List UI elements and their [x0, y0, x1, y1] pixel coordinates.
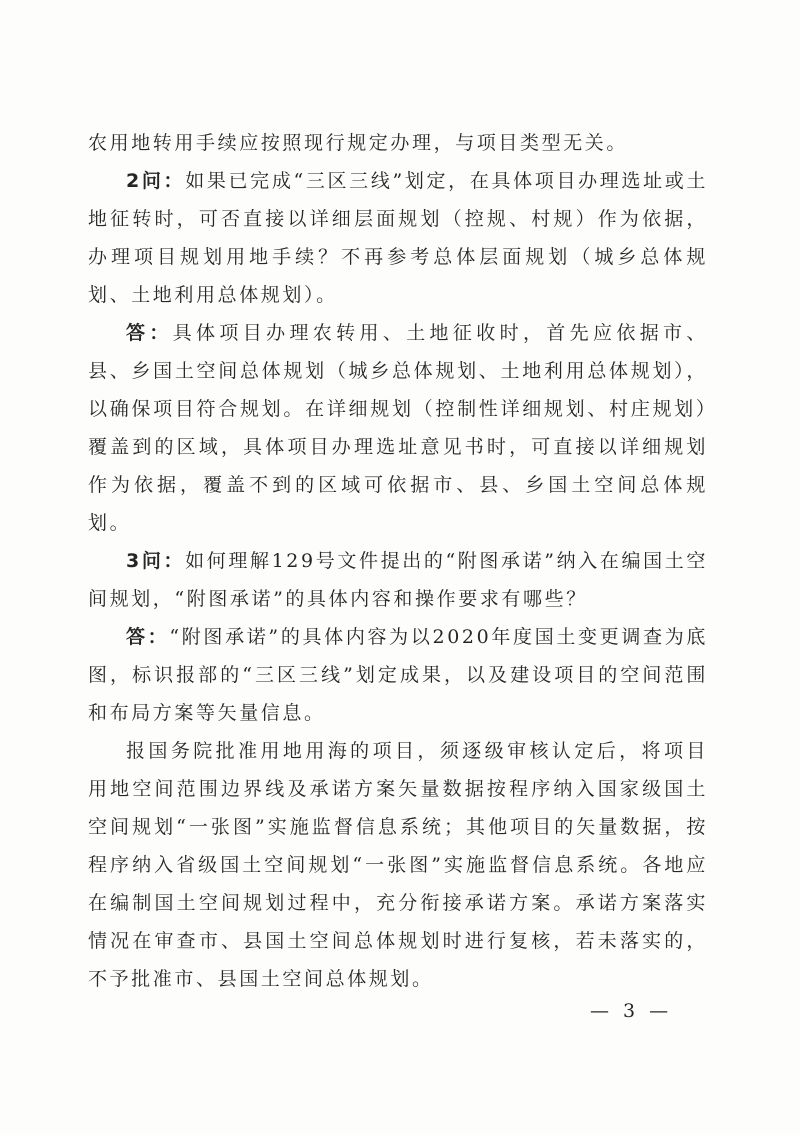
question-2-label: 2问：	[126, 170, 186, 192]
answer-2	[88, 314, 708, 542]
question-3-label: 3问：	[126, 550, 186, 572]
answer-3-label: 答：	[126, 626, 170, 648]
question-3	[88, 542, 708, 618]
question-2-text: 如果已完成“三区三线”划定，在具体项目办理选址或土地征转时，可否直接以详细层面规划（控规、村规）作为依据，办理项目规划用地手续？不再参考总体层面规划（城乡总体规划、土地利用总体规划）。	[88, 170, 708, 306]
answer-3	[88, 618, 708, 732]
paragraph-1-text: 农用地转用手续应按照现行规定办理，与项目类型无关。	[88, 132, 629, 154]
answer-2-text: 具体项目办理农转用、土地征收时，首先应依据市、县、乡国土空间总体规划（城乡总体规划、土地利用总体规划），以确保项目符合规划。在详细规划（控制性详细规划、村庄规划）覆盖到的区域，具体项目办理选址意见书时，可直接以详细规划作为依据，覆盖不到的区域可依据市、县、乡国土空间总体规划。	[88, 322, 708, 534]
answer-3-continued	[88, 732, 708, 998]
answer-2-label: 答：	[126, 322, 173, 344]
paragraph-1	[88, 124, 708, 162]
page-number: — 3 —	[590, 1000, 673, 1022]
document-body	[88, 124, 708, 998]
answer-3-continued-text: 报国务院批准用地用海的项目，须逐级审核认定后，将项目用地空间范围边界线及承诺方案矢量数据按程序纳入国家级国土空间规划“一张图”实施监督信息系统；其他项目的矢量数据，按程序纳入省级国土空间规划“一张图”实施监督信息系统。各地应在编制国土空间规划过程中，充分衔接承诺方案。承诺方案落实情况在审查市、县国土空间总体规划时进行复核，若未落实的，不予批准市、县国土空间总体规划。	[88, 740, 708, 990]
question-3-text: 如何理解129号文件提出的“附图承诺”纳入在编国土空间规划，“附图承诺”的具体内容和操作要求有哪些？	[88, 550, 708, 610]
answer-3-text: “附图承诺”的具体内容为以2020年度国土变更调查为底图，标识报部的“三区三线”划定成果，以及建设项目的空间范围和布局方案等矢量信息。	[88, 626, 709, 724]
question-2	[88, 162, 708, 314]
